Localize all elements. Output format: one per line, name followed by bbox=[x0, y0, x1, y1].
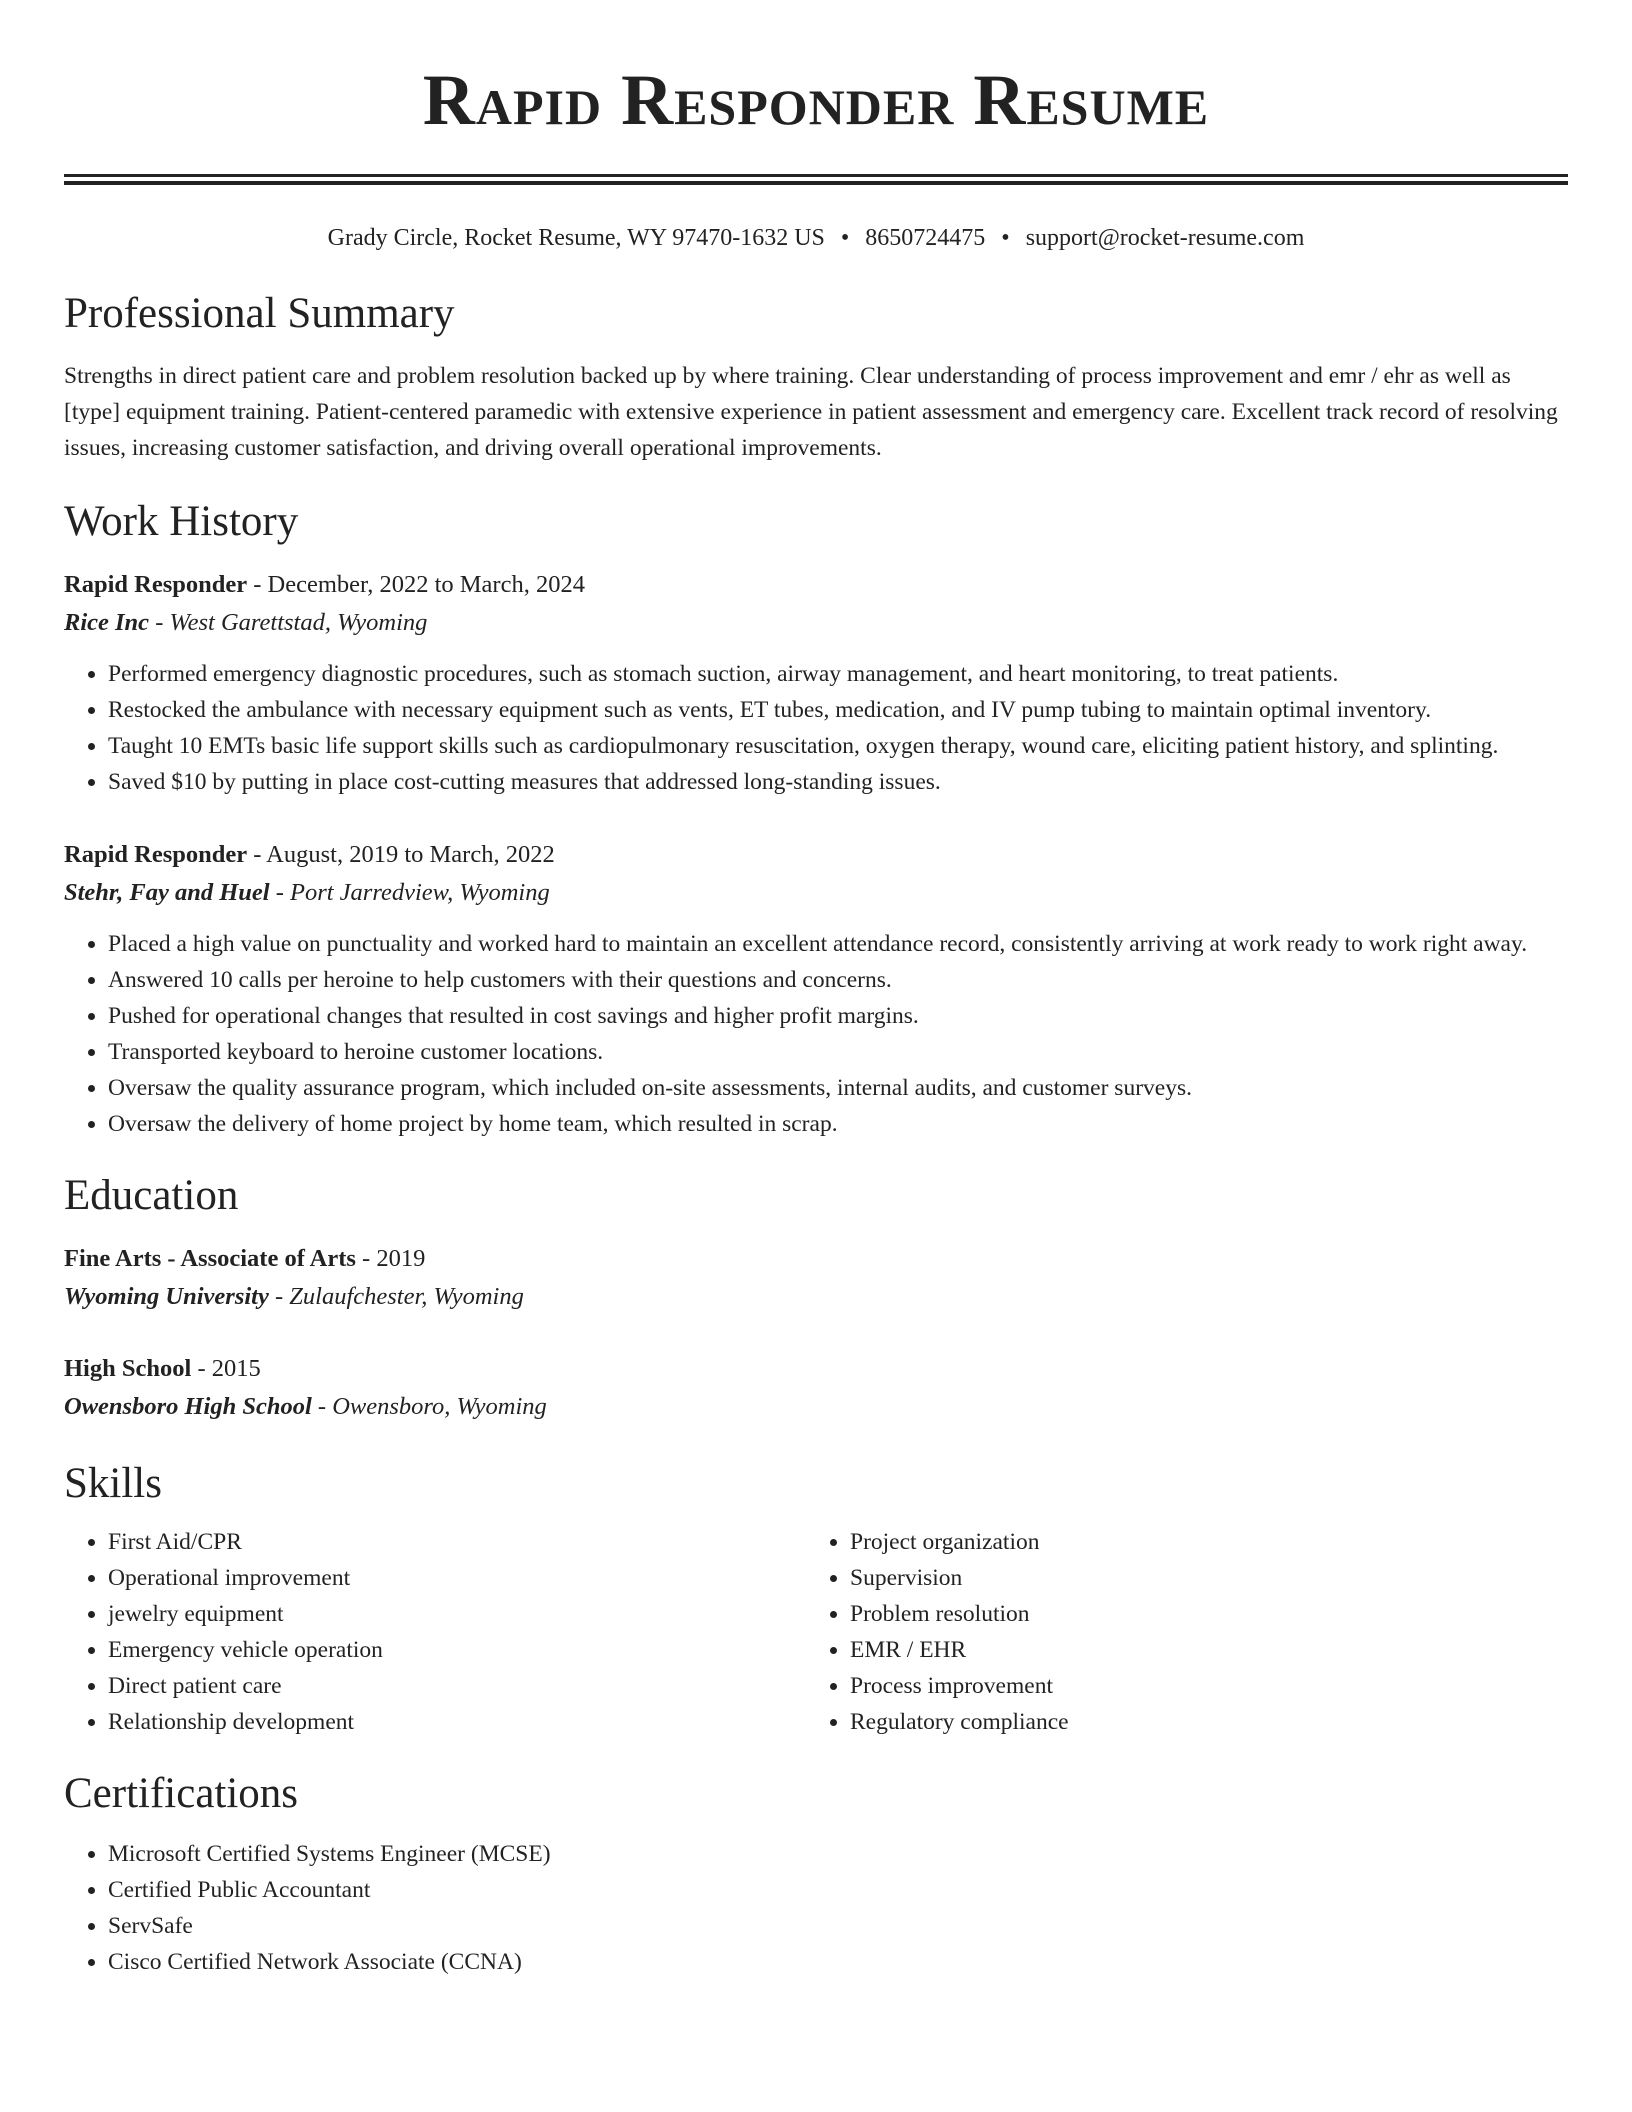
list-item: • Certified Public Accountant bbox=[108, 1872, 1568, 1908]
list-item: • jewelry equipment bbox=[108, 1596, 806, 1632]
list-item: • EMR / EHR bbox=[850, 1632, 1548, 1668]
job-location: - Port Jarredview, Wyoming bbox=[269, 879, 550, 906]
summary-text: Strengths in direct patient care and problem resolution backed up by where training. Clear understanding of process improvement and emr / ehr as well as [type] equipment training. Patient-centered paramedic with extensive experience in patient assessment and emergency care. Excellent track record of resolving issues, increasing customer satisfaction, and driving overall operational improvements. bbox=[64, 363, 1558, 461]
contact-separator: • bbox=[840, 225, 850, 251]
contact-address: Grady Circle, Rocket Resume, WY 97470-1632 US bbox=[327, 225, 825, 251]
section-heading: Work History bbox=[64, 498, 299, 545]
work-history-section bbox=[64, 496, 1568, 1142]
job-title-line bbox=[64, 836, 1568, 874]
graduation-year: - 2015 bbox=[191, 1355, 261, 1382]
list-item: • Restocked the ambulance with necessary equipment such as vents, ET tubes, medication, and IV pump tubing to maintain optimal inventory. bbox=[108, 692, 1568, 728]
list-item: • Problem resolution bbox=[850, 1596, 1548, 1632]
list-item: • Answered 10 calls per heroine to help customers with their questions and concerns. bbox=[108, 962, 1568, 998]
job-bullets bbox=[64, 926, 1568, 1142]
list-item: • Placed a high value on punctuality and worked hard to maintain an excellent attendance record, consistently arriving at work ready to work right away. bbox=[108, 926, 1568, 962]
list-item: • Transported keyboard to heroine customer locations. bbox=[108, 1034, 1568, 1070]
list-item: • Oversaw the quality assurance program, which included on-site assessments, internal audits, and customer surveys. bbox=[108, 1070, 1568, 1106]
school-name: Owensboro High School bbox=[64, 1393, 312, 1420]
contact-phone: 8650724475 bbox=[865, 225, 986, 251]
list-item: • Taught 10 EMTs basic life support skills such as cardiopulmonary resuscitation, oxygen therapy, wound care, eliciting patient history, and splinting. bbox=[108, 728, 1568, 764]
school-line bbox=[64, 1388, 1568, 1426]
job-title: Rapid Responder bbox=[64, 841, 248, 868]
list-item: • Cisco Certified Network Associate (CCNA) bbox=[108, 1944, 1568, 1980]
list-item: • First Aid/CPR bbox=[108, 1524, 806, 1560]
job-company: Stehr, Fay and Huel bbox=[64, 879, 270, 906]
list-item: • Saved $10 by putting in place cost-cutting measures that addressed long-standing issues. bbox=[108, 764, 1568, 800]
section-heading: Skills bbox=[64, 1460, 162, 1507]
certifications-section bbox=[64, 1768, 1568, 1980]
school-line bbox=[64, 1278, 1568, 1316]
section-heading: Education bbox=[64, 1172, 239, 1219]
certifications-list bbox=[64, 1836, 1568, 1980]
education-entry bbox=[64, 1350, 1568, 1426]
list-item: • Process improvement bbox=[850, 1668, 1548, 1704]
job-company: Rice Inc bbox=[64, 609, 150, 636]
job-title-line bbox=[64, 566, 1568, 604]
list-item: • Relationship development bbox=[108, 1704, 806, 1740]
professional-summary-section bbox=[64, 288, 1568, 466]
list-item: • Pushed for operational changes that resulted in cost savings and higher profit margins. bbox=[108, 998, 1568, 1034]
list-item: • Microsoft Certified Systems Engineer (MCSE) bbox=[108, 1836, 1568, 1872]
education-section bbox=[64, 1170, 1568, 1426]
list-item: • ServSafe bbox=[108, 1908, 1568, 1944]
list-item: • Project organization bbox=[850, 1524, 1548, 1560]
section-heading: Professional Summary bbox=[64, 290, 455, 337]
list-item: • Emergency vehicle operation bbox=[108, 1632, 806, 1668]
school-name: Wyoming University bbox=[64, 1283, 269, 1310]
job-title: Rapid Responder bbox=[64, 571, 248, 598]
job-company-line bbox=[64, 874, 1568, 912]
title-divider bbox=[64, 174, 1568, 185]
list-item: • Direct patient care bbox=[108, 1668, 806, 1704]
contact-email: support@rocket-resume.com bbox=[1025, 225, 1305, 251]
skills-columns bbox=[64, 1524, 1568, 1740]
list-item: • Supervision bbox=[850, 1560, 1548, 1596]
job-entry bbox=[64, 836, 1568, 1142]
school-location: - Owensboro, Wyoming bbox=[311, 1393, 547, 1420]
education-entry bbox=[64, 1240, 1568, 1316]
skills-list-left bbox=[64, 1524, 806, 1740]
job-location: - West Garettstad, Wyoming bbox=[149, 609, 428, 636]
degree-line bbox=[64, 1350, 1568, 1388]
resume-title: Rapid Responder Resume bbox=[422, 60, 1210, 140]
school-location: - Zulaufchester, Wyoming bbox=[268, 1283, 524, 1310]
job-company-line bbox=[64, 604, 1568, 642]
skills-section bbox=[64, 1458, 1568, 1740]
job-dates: - December, 2022 to March, 2024 bbox=[247, 571, 585, 598]
list-item: • Performed emergency diagnostic procedures, such as stomach suction, airway management, and heart monitoring, to treat patients. bbox=[108, 656, 1568, 692]
skills-list-right bbox=[806, 1524, 1548, 1740]
contact-line bbox=[64, 222, 1568, 254]
contact-separator: • bbox=[1001, 225, 1010, 251]
degree-line bbox=[64, 1240, 1568, 1278]
degree: High School bbox=[64, 1355, 192, 1382]
graduation-year: - 2019 bbox=[355, 1245, 426, 1272]
job-dates: - August, 2019 to March, 2022 bbox=[247, 841, 555, 868]
section-heading: Certifications bbox=[64, 1770, 299, 1817]
job-entry bbox=[64, 566, 1568, 800]
list-item: • Operational improvement bbox=[108, 1560, 806, 1596]
list-item: • Regulatory compliance bbox=[850, 1704, 1548, 1740]
list-item: • Oversaw the delivery of home project by home team, which resulted in scrap. bbox=[108, 1106, 1568, 1142]
degree: Fine Arts - Associate of Arts bbox=[64, 1245, 356, 1272]
job-bullets bbox=[64, 656, 1568, 800]
